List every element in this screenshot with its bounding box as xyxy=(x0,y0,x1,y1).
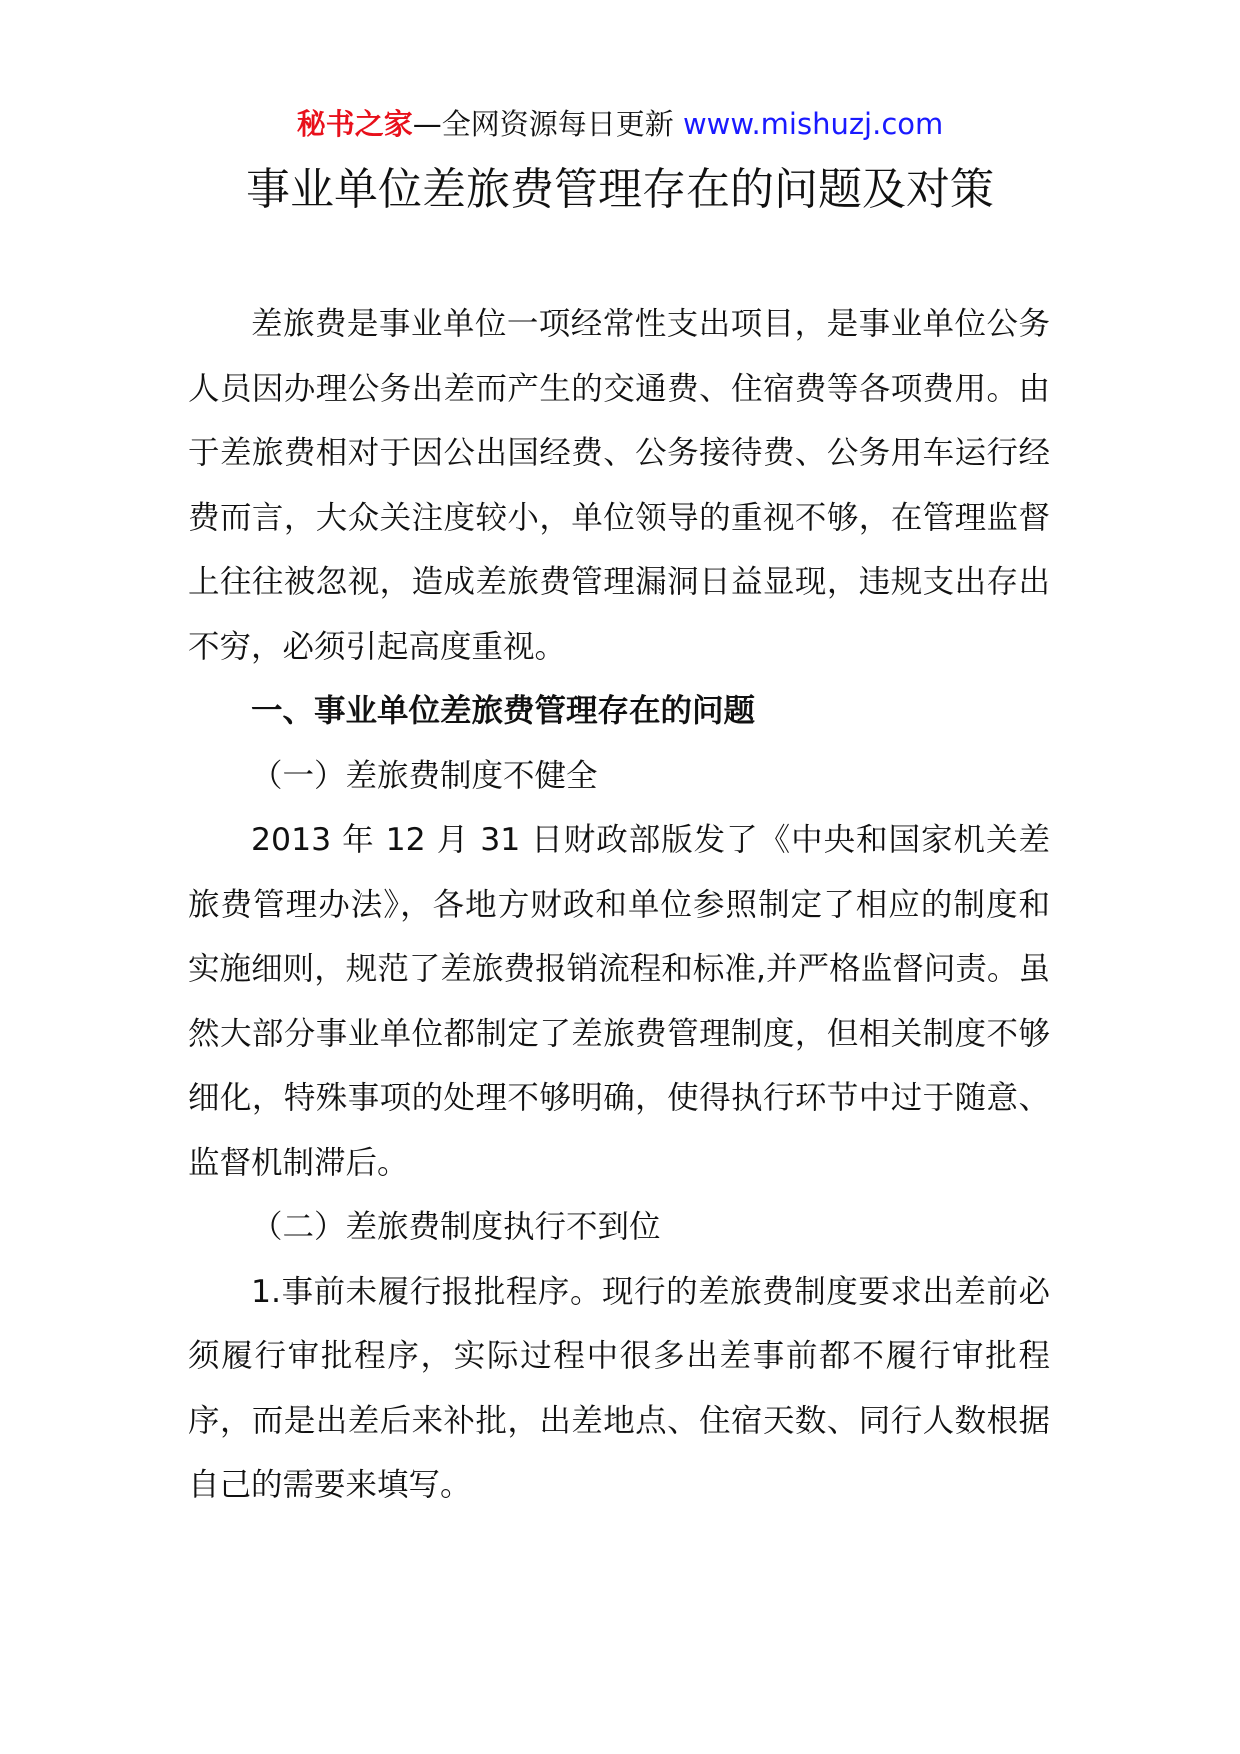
body-paragraph: 2013 年 12 月 31 日财政部版发了《中央和国家机关差旅费管理办法》，各地方财政和单位参照制定了相应的制度和实施细则，规范了差旅费报销流程和标准,并严格监督问责。虽然大部分事业单位都制定了差旅费管理制度，但相关制度不够细化，特殊事项的处理不够明确，使得执行环节中过于随意、监督机制滞后。 xyxy=(188,822,1050,1181)
header-slogan: —全网资源每日更新 xyxy=(412,107,674,141)
site-link[interactable]: www.mishuzj.com xyxy=(682,107,944,141)
site-header xyxy=(0,104,1240,144)
brand-name: 秘书之家 xyxy=(296,107,413,141)
body-paragraph: 1.事前未履行报批程序。现行的差旅费制度要求出差前必须履行审批程序，实际过程中很多出差事前都不履行审批程序，而是出差后来补批，出差地点、住宿天数、同行人数根据自己的需要来填写。 xyxy=(188,1273,1050,1503)
document-title: 事业单位差旅费管理存在的问题及对策 xyxy=(246,164,994,215)
subsection-heading: （一）差旅费制度不健全 xyxy=(251,757,598,794)
section-heading: 一、事业单位差旅费管理存在的问题 xyxy=(251,693,756,729)
intro-paragraph: 差旅费是事业单位一项经常性支出项目，是事业单位公务人员因办理公务出差而产生的交通费、住宿费等各项费用。由于差旅费相对于因公出国经费、公务接待费、公务用车运行经费而言，大众关注度较小，单位领导的重视不够，在管理监督上往往被忽视，造成差旅费管理漏洞日益显现，违规支出存出不穷，必须引起高度重视。 xyxy=(188,306,1050,665)
subsection-heading: （二）差旅费制度执行不到位 xyxy=(251,1209,661,1245)
document-body xyxy=(188,292,1050,1518)
